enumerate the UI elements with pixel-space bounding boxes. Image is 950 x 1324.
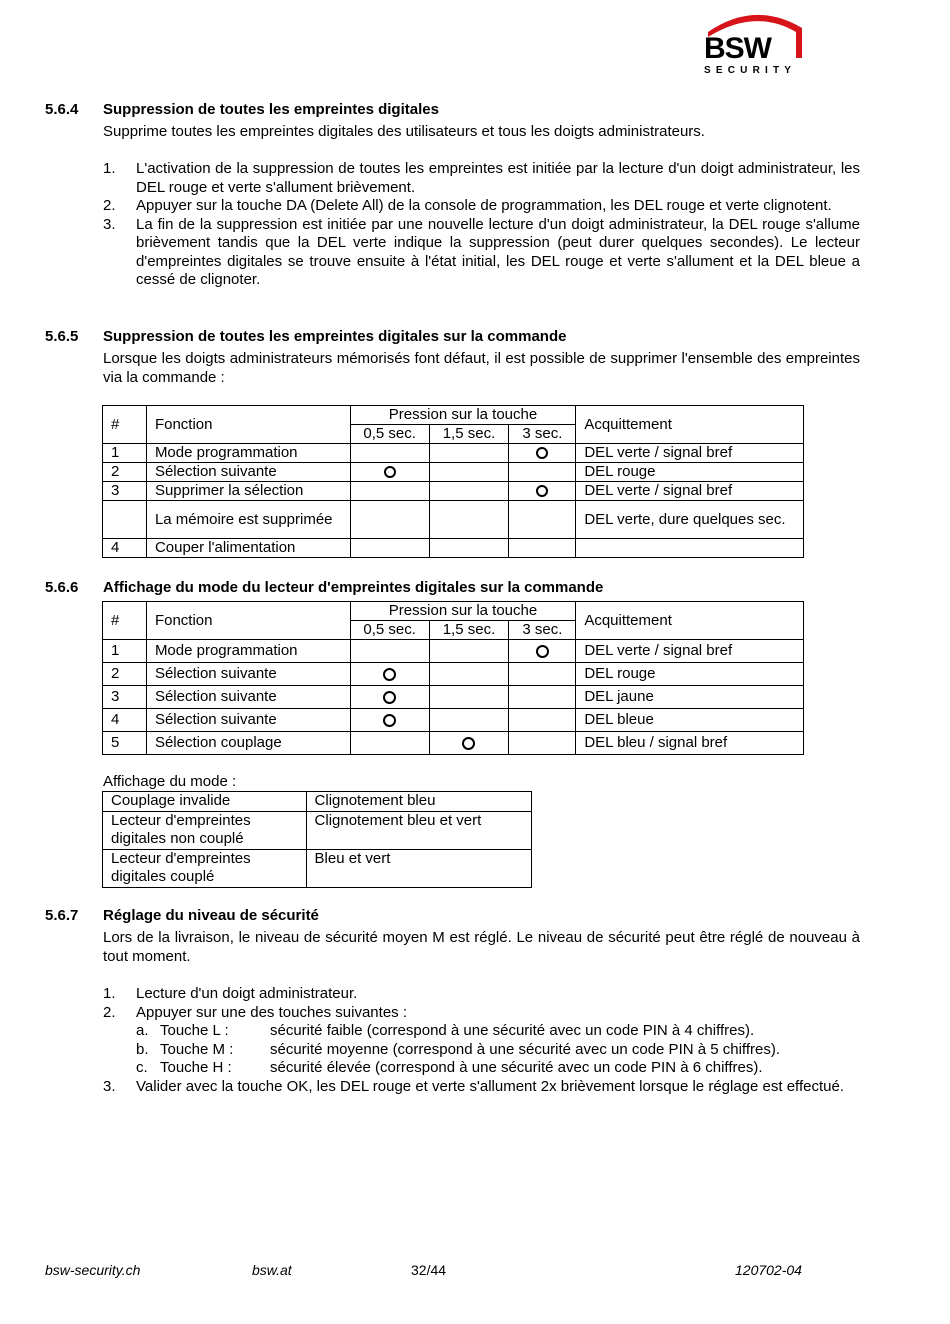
footer-site-at: bsw.at [252, 1262, 292, 1278]
table-row: 5 Sélection couplage DEL bleu / signal bref [103, 732, 804, 755]
press-marker-icon [536, 645, 549, 658]
list-item: 2. Appuyer sur la touche DA (Delete All) de la console de programmation, les DEL rouge et verte clignotent. [103, 197, 832, 214]
mode-display-table [102, 791, 532, 888]
table-row: Lecteur d'empreintes digitales couplé Bleu et vert [103, 849, 532, 887]
section-title: Suppression de toutes les empreintes digitales sur la commande [103, 328, 567, 345]
press-marker-icon [383, 691, 396, 704]
numbered-list [103, 985, 860, 1096]
header-1-5-sec: 1,5 sec. [429, 425, 509, 444]
command-table-mode [102, 601, 804, 755]
press-marker-icon [536, 485, 548, 497]
section-title: Suppression de toutes les empreintes digitales [103, 101, 439, 118]
header-pression: Pression sur la touche [350, 406, 576, 425]
list-item: 1. Lecture d'un doigt administrateur. [103, 985, 358, 1002]
table-row: Lecteur d'empreintes digitales non couplé Clignotement bleu et vert [103, 811, 532, 849]
header-3-sec: 3 sec. [509, 621, 576, 640]
header-pression: Pression sur la touche [350, 602, 576, 621]
svg-text:SECURITY: SECURITY [704, 65, 797, 76]
list-item: 2. Appuyer sur une des touches suivantes : a. Touche L : sécurité faible (correspond à une sécurité avec un code PIN à 4 chiffres). b. Touche M : sécurité moyenne (correspond à une sécurité avec un code PIN à 5 chiffres). c. Touche H : sécurité élevée (correspond à une sécurité avec un code PIN à 6 chiffres). [103, 1004, 860, 1078]
header-1-5-sec: 1,5 sec. [429, 621, 509, 640]
table-row: 2 Sélection suivante DEL rouge [103, 663, 804, 686]
section-number: 5.6.7 [45, 907, 79, 924]
header-0-5-sec: 0,5 sec. [350, 621, 429, 640]
header-fonction: Fonction [146, 406, 350, 444]
footer-doc-number: 120702-04 [735, 1262, 802, 1278]
header-acquittement: Acquittement [576, 406, 804, 444]
header-hash: # [103, 602, 147, 640]
header-hash: # [103, 406, 147, 444]
section-intro: Supprime toutes les empreintes digitales des utilisateurs et tous les doigts administrateurs. [103, 123, 705, 140]
table-row: Couplage invalide Clignotement bleu [103, 792, 532, 812]
table-row: 1 Mode programmation DEL verte / signal bref [103, 640, 804, 663]
section-number: 5.6.5 [45, 328, 79, 345]
section-title: Réglage du niveau de sécurité [103, 907, 319, 924]
press-marker-icon [383, 714, 396, 727]
list-item: 3. Valider avec la touche OK, les DEL rouge et verte s'allument 2x brièvement lorsque le réglage est effectué. [103, 1077, 844, 1095]
section-intro: Lorsque les doigts administrateurs mémorisés font défaut, il est possible de supprimer l'ensemble des empreintes via la commande : [103, 350, 860, 386]
bsw-security-logo [700, 6, 810, 76]
section-number: 5.6.4 [45, 101, 79, 118]
command-table-delete [102, 405, 804, 558]
table-row: La mémoire est supprimée DEL verte, dure quelques sec. [103, 501, 804, 539]
footer-site-ch: bsw-security.ch [45, 1262, 141, 1278]
press-marker-icon [383, 668, 396, 681]
table-row: 2 Sélection suivante DEL rouge [103, 463, 804, 482]
press-marker-icon [536, 447, 548, 459]
list-item: 1. L'activation de la suppression de toutes les empreintes est initiée par la lecture d'un doigt administrateur, les DEL rouge et verte s'allument brièvement. [103, 160, 860, 196]
sub-item: a. Touche L : sécurité faible (correspond à une sécurité avec un code PIN à 4 chiffres). [136, 1022, 755, 1039]
section-title: Affichage du mode du lecteur d'empreintes digitales sur la commande [103, 579, 604, 596]
header-fonction: Fonction [146, 602, 350, 640]
section-intro: Lors de la livraison, le niveau de sécurité moyen M est réglé. Le niveau de sécurité peut être réglé de nouveau à tout moment. [103, 929, 860, 965]
table-row: 3 Sélection suivante DEL jaune [103, 686, 804, 709]
sub-item: c. Touche H : sécurité élevée (correspond à une sécurité avec un code PIN à 6 chiffres). [136, 1059, 763, 1076]
table-row: 3 Supprimer la sélection DEL verte / signal bref [103, 482, 804, 501]
footer-page-number: 32/44 [411, 1262, 447, 1278]
header-3-sec: 3 sec. [509, 425, 576, 444]
table-row: 1 Mode programmation DEL verte / signal bref [103, 444, 804, 463]
header-0-5-sec: 0,5 sec. [350, 425, 429, 444]
press-marker-icon [462, 737, 475, 750]
section-number: 5.6.6 [45, 579, 79, 596]
svg-text:BSW: BSW [704, 32, 771, 65]
list-item: 3. La fin de la suppression est initiée par une nouvelle lecture d'un doigt administrateur, la DEL rouge s'allume brièvement tandis que la DEL verte indique la suppression (peut durer quelques secondes). Le lecteur d'empreintes digitales se trouve ensuite à l'état initial, les DEL rouge et verte s'allument et la DEL bleue a cessé de clignoter. [103, 215, 860, 288]
press-marker-icon [384, 466, 396, 478]
sub-item: b. Touche M : sécurité moyenne (correspond à une sécurité avec un code PIN à 5 chiffres). [136, 1040, 780, 1058]
numbered-list [103, 160, 860, 290]
header-acquittement: Acquittement [576, 602, 804, 640]
table-row: 4 Couper l'alimentation [103, 539, 804, 558]
mode-display-label: Affichage du mode : [103, 773, 237, 790]
table-row: 4 Sélection suivante DEL bleue [103, 709, 804, 732]
